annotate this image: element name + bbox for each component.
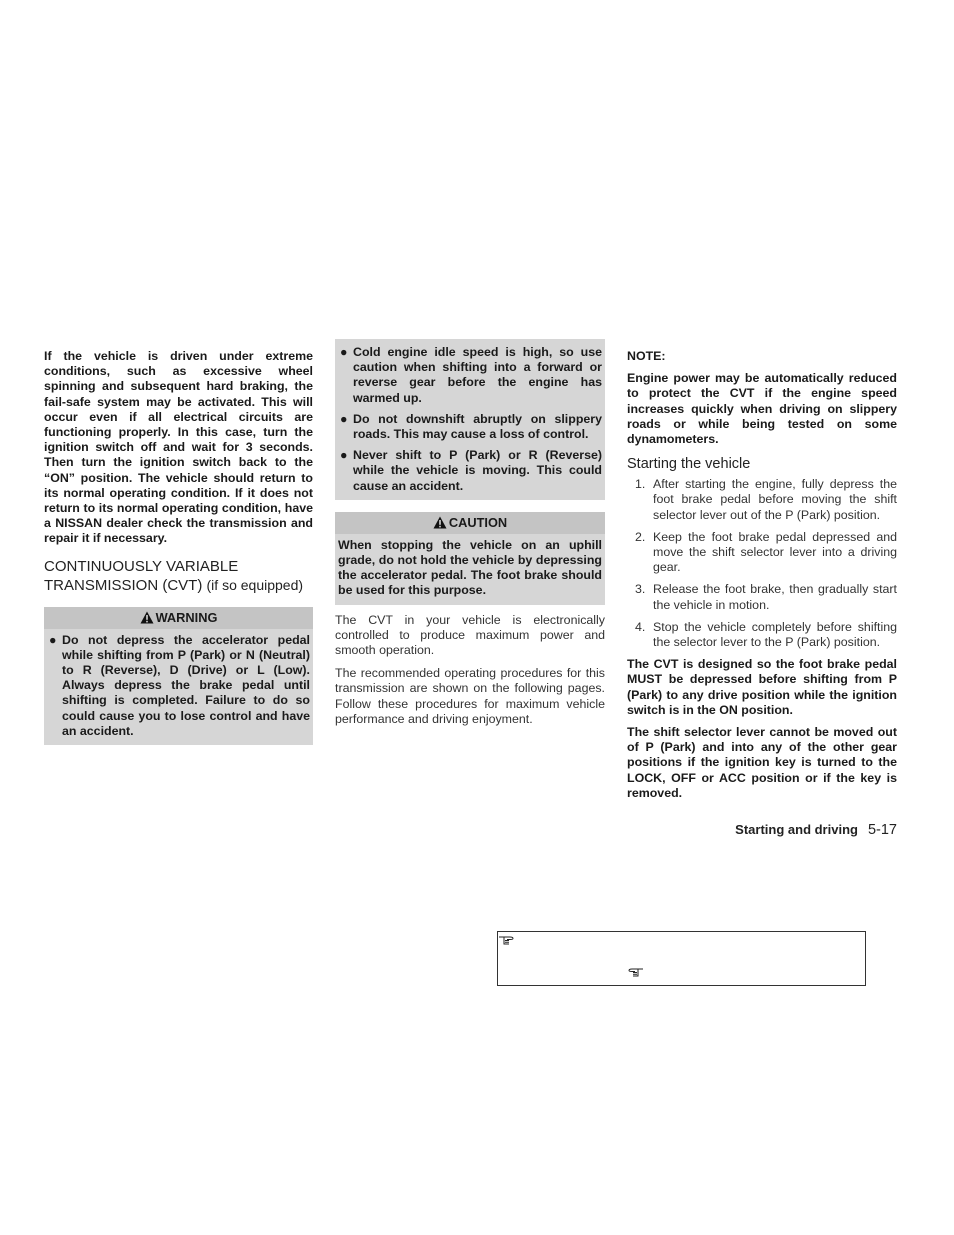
page-number: 5-17 — [867, 822, 897, 838]
section-title — [44, 557, 313, 595]
footer-section: Starting and driving — [735, 822, 858, 837]
shift-lock-paragraph: The shift selector lever cannot be moved out of P (Park) and into any of the other gear positions if the ignition key is turned to the LOCK, OFF or ACC position or if the key is removed. — [627, 725, 897, 800]
note-text: Engine power may be automatically reduced to protect the CVT if the engine speed increases quickly when driving on slippery roads or while being tested on some dynamometers. — [627, 371, 897, 447]
column-1 — [44, 349, 313, 745]
caution-label: CAUTION — [448, 514, 508, 530]
warning-label: WARNING — [155, 609, 218, 625]
note-label: NOTE: — [627, 349, 666, 363]
caution-box — [335, 512, 605, 605]
caution-header — [335, 512, 605, 534]
failsafe-paragraph: If the vehicle is driven under extreme conditions, such as excessive wheel spinning and subsequent hard braking, the fail-safe system may be activated. This will occur even if all electrical circuits are functioning properly. In this case, turn the ignition switch off and wait for 3 seconds. Then turn the ignition switch back to the “ON” position. The vehicle should return to its normal operating condition. If it does not return to its normal operating condition, have a NISSAN dealer check the transmission and repair it if necessary. — [44, 349, 313, 546]
bullet-icon: ● — [340, 345, 348, 359]
column-3 — [627, 349, 897, 801]
brake-requirement-paragraph: The CVT is designed so the foot brake pedal MUST be depressed before shifting from P (Park) to any drive position while the ignition switch is in the ON position. — [627, 657, 897, 717]
bullet-icon: ● — [340, 411, 348, 426]
starting-vehicle-heading: Starting the vehicle — [627, 456, 751, 473]
list-item: ● Never shift to P (Park) or R (Reverse) while the vehicle is moving. This could cause an accident. — [340, 448, 602, 493]
reference-box — [497, 931, 866, 986]
pointing-hand-left-icon — [624, 965, 644, 983]
list-item: ● Do not depress the accelerator pedal while shifting from P (Park) or N (Neutral) to R (Reverse), D (Drive) or L (Low). Always depress the brake pedal until shifting is completed. Failure to do so could cause you to lose control and have an accident. — [49, 632, 310, 738]
bullet-icon: ● — [49, 632, 57, 647]
list-item: 1. After starting the engine, fully depress the foot brake pedal before moving the shift selector lever out of the P (Park) position. — [635, 477, 897, 522]
list-item: ● Do not downshift abruptly on slippery roads. This may cause a loss of control. — [340, 411, 602, 442]
warning-list-continued — [338, 345, 602, 494]
caution-text: When stopping the vehicle on an uphill grade, do not hold the vehicle by depressing the accelerator pedal. The foot brake should be used for this purpose. — [338, 537, 602, 598]
page-footer — [735, 822, 897, 838]
column-2 — [335, 345, 605, 727]
cvt-paragraph-1: The CVT in your vehicle is electronically controlled to produce maximum power and smooth operation. — [335, 612, 605, 658]
pointing-hand-right-icon — [498, 933, 518, 951]
warning-header — [44, 607, 313, 629]
bullet-icon: ● — [340, 448, 348, 463]
section-title-suffix: (if so equipped) — [206, 576, 304, 593]
warning-box-continued — [335, 339, 605, 500]
list-item: 3. Release the foot brake, then gradually start the vehicle in motion. — [635, 582, 897, 612]
list-item: 4. Stop the vehicle completely before shifting the selector lever to the P (Park) position. — [635, 619, 897, 650]
warning-triangle-icon — [140, 609, 154, 631]
warning-triangle-icon — [433, 514, 447, 536]
warning-list — [47, 629, 310, 739]
starting-steps-list — [627, 477, 897, 650]
cvt-paragraph-2: The recommended operating procedures for this transmission are shown on the following pages. Follow these procedures for maximum vehicle performance and driving enjoyment. — [335, 666, 605, 726]
list-item: ● Cold engine idle speed is high, so use caution when shifting into a forward or reverse gear before the engine has warmed up. — [340, 345, 602, 405]
list-item: 2. Keep the foot brake pedal depressed and move the shift selector lever into a driving gear. — [635, 529, 897, 575]
section-title-line1: CONTINUOUSLY VARIABLE — [44, 557, 239, 575]
warning-box — [44, 607, 313, 745]
section-title-line2: TRANSMISSION (CVT) — [44, 576, 203, 594]
